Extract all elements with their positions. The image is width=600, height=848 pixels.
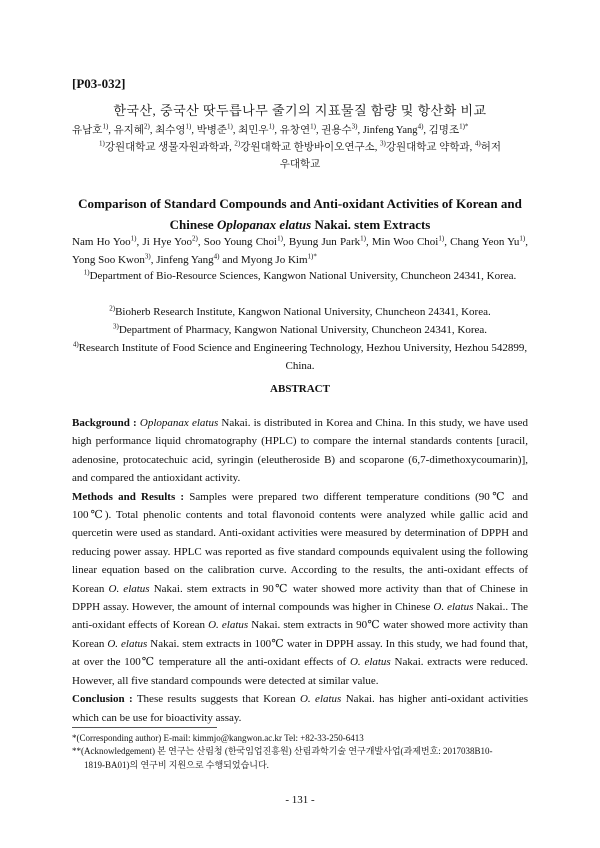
korean-authors-block xyxy=(72,122,528,173)
methods-paragraph xyxy=(72,488,528,690)
affiliation-4: $^{4)}$Research Institute of Food Science and Engineering Technology, Hezhou University, Hezhou 542899, China. xyxy=(72,340,528,372)
affiliation-2: $^{2)}$Bioherb Research Institute, Kangwon National University, Chuncheon 24341, Korea. xyxy=(109,304,491,318)
background-species: Oplopanax elatus xyxy=(139,417,219,429)
species-abbr: O. elatus xyxy=(208,619,249,632)
methods-text-4: Nakai. stem extracts in 90℃ water showed more activity than Korean xyxy=(72,619,528,650)
page-number: - 131 - xyxy=(285,794,315,806)
conclusion-label: Conclusion : xyxy=(72,693,133,706)
english-title-species: Oplopanax elatus xyxy=(216,217,312,232)
species-abbr: O. elatus xyxy=(107,637,148,650)
background-label: Background : xyxy=(72,417,137,429)
conclusion-text-2: Nakai. has higher anti-oxidant activities which can be use for bioactivity assay. xyxy=(72,693,528,724)
korean-title: 한국산, 중국산 땃두릅나무 줄기의 지표물질 함량 및 항산화 비교 xyxy=(113,103,487,118)
methods-label: Methods and Results : xyxy=(72,490,185,503)
affiliation-3: $^{3)}$Department of Pharmacy, Kangwon National University, Chuncheon 24341, Korea. xyxy=(112,322,488,336)
korean-authors: 유남호$^{1)}$, 유지혜$^{2)}$, 최수영$^{1)}$, 박병준$^{1)}$, 최민우$^{1)}$, 유창연$^{1)}$, 권용수$^{3)}$, Jinfeng Yang$^{4)}$, 김명조$^{1)*}$ xyxy=(72,122,469,136)
english-title-part2: Nakai. stem Extracts xyxy=(311,217,431,232)
conclusion-text-1: These results suggests that Korean xyxy=(132,693,300,706)
korean-affiliations-line2: 우대학교 xyxy=(279,159,321,170)
background-paragraph xyxy=(72,414,528,488)
english-authors: Nam Ho Yoo$^{1)}$, Ji Hye Yoo$^{2)}$, Soo Young Choi$^{1)}$, Byung Jun Park$^{1)}$, Min Woo Choi$^{1)}$, Chang Yeon Yu$^{1)}$, Yong Soo Kwon$^{3)}$, Jinfeng Yang$^{4)}$ and Myong Jo Kim$^{1)*}$ xyxy=(72,234,528,266)
methods-text-1: Samples were prepared two different temperature conditions (90℃ and 100℃). Total phenolic contents and total flavonoid contents were analyzed while gallic acid and quercetin were used as standard. Anti-oxidant activities were measured by determination of DPPH and reducing power assay. HPLC was reported as five standard compounds equivalent using the following linear equation based on the calibration curve. According to the results, the anti-oxidant effects of Korean xyxy=(72,490,528,595)
abstract-body xyxy=(72,414,528,727)
methods-text-5: Nakai. stem extracts in 100℃ water in DPPH assay. In this study, we had found that, at over the 100℃ temperature all the anti-oxidant effects of xyxy=(72,637,528,669)
methods-text-3: Nakai.. The anti-oxidant effects of Korean xyxy=(72,601,528,632)
conclusion-paragraph xyxy=(72,690,528,727)
english-title xyxy=(72,193,528,235)
acknowledgement-footnote xyxy=(72,744,528,772)
abstract-heading: ABSTRACT xyxy=(270,383,330,395)
background-text: Nakai. is distributed in Korea and China. In this study, we have used high performance liquid chromatography (HPLC) to compare the internal standards contents [uracil, adenosine, protocatechuic acid, syringin (eleutheroside B) and scoparone (6,7-dimethoxycoumarin)], and compared the antioxidant activity. xyxy=(72,417,528,485)
english-title-part1: Comparison of Standard Compounds and Anti-oxidant Activities of Korean and Chinese xyxy=(78,196,522,232)
acknowledgement-line1: **(Acknowledgement) 본 연구는 산림청 (한국임업진흥원) 산림과학기술 연구개발사업(과제번호: 2017038B10- xyxy=(72,746,493,756)
corresponding-author-footnote: *(Corresponding author) E-mail: kimmjo@kangwon.ac.kr Tel: +82-33-250-6413 xyxy=(72,733,364,743)
korean-affiliations-line1: $^{1)}$강원대학교 생물자원과학과, $^{2)}$강원대학교 한방바이오연구소, $^{3)}$강원대학교 약학과, $^{4)}$허저 xyxy=(98,139,502,153)
footnote-divider xyxy=(72,727,217,728)
affiliation-1: $^{1)}$Department of Bio-Resource Sciences, Kangwon National University, Chuncheon 24341, Korea. xyxy=(83,268,517,282)
methods-text-6: Nakai. extracts were reduced. However, all five standard compounds were detected at similar value. xyxy=(72,656,528,687)
species-abbr: O. elatus xyxy=(108,582,150,595)
acknowledgement-line2: 1819-BA01)의 연구비 지원으로 수행되었습니다. xyxy=(84,760,269,770)
species-abbr: O. elatus xyxy=(349,656,391,669)
species-abbr: O. elatus xyxy=(299,693,342,706)
species-abbr: O. elatus xyxy=(433,601,474,614)
poster-code: [P03-032] xyxy=(72,76,126,91)
methods-text-2: Nakai. stem extracts in 90℃ water showed more activity than that of Chinese in DPPH assay. However, the amount of internal compounds was higher in Chinese xyxy=(72,582,528,614)
